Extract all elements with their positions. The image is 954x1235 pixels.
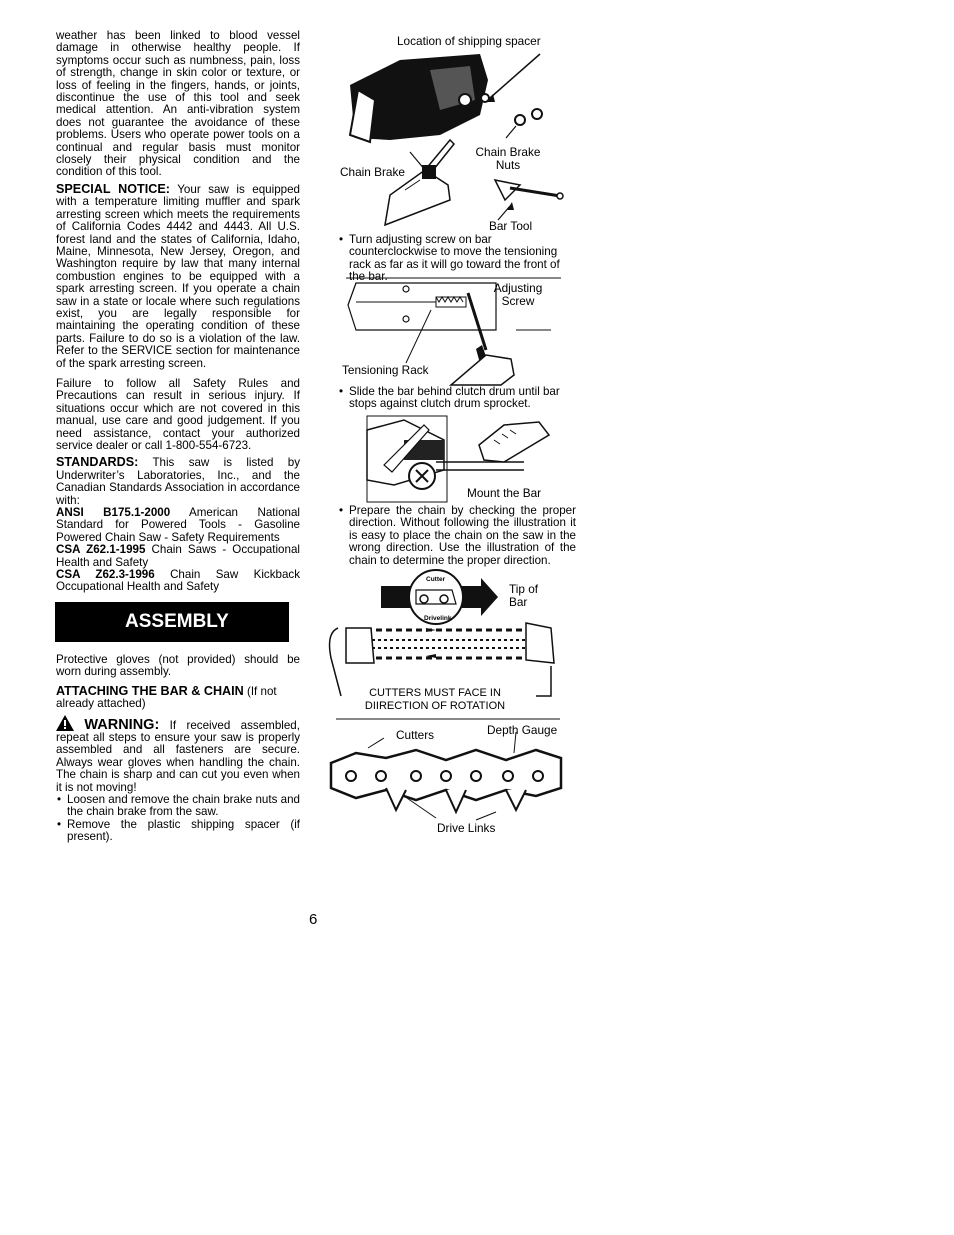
standard-desc: American National Standard for Powered Tools - Gasoline Powered Chain Saw - Safety Requirements <box>56 506 300 544</box>
list-item: • Slide the bar behind clutch drum until bar stops against clutch drum sprocket. <box>349 386 578 411</box>
label-tip-of-bar: Tip of Bar <box>509 582 539 609</box>
list-item: • Turn adjusting screw on bar counterclockwise to move the tensioning rack as far as it will go toward the front of the bar. <box>349 234 574 284</box>
standard-item <box>56 569 300 594</box>
list-item: • Remove the plastic shipping spacer (if present). <box>67 819 300 844</box>
intro-paragraph: weather has been linked to blood vessel damage in otherwise healthy people. If symptoms occur such as numbness, pain, loss of strength, change in skin color or texture, or loss of feeling in the fingers, hands, or joints, discontinue the use of this tool and seek medical attention. An anti-vibration system does not guarantee the avoidance of these problems. Users who operate power tools on a continual and regular basis must monitor closely their physical condition and the condition of this tool. <box>56 29 300 179</box>
assembly-banner: ASSEMBLY <box>55 602 289 642</box>
label-mount-bar: Mount the Bar <box>467 486 542 500</box>
gloves-paragraph: Protective gloves (not provided) should be worn during assembly. <box>56 652 300 679</box>
warning-icon <box>56 715 74 731</box>
special-notice <box>56 183 300 370</box>
standard-item <box>56 544 300 569</box>
step-prepare <box>338 505 576 567</box>
standards-text: This saw is listed by Underwriter’s Laboratories, Inc., and the Canadian Standards Association in accordance with: <box>56 456 300 507</box>
standards-paragraph <box>56 456 300 507</box>
warning-paragraph <box>56 715 300 794</box>
label-chain-brake: Chain Brake <box>340 165 405 179</box>
warning-heading: WARNING: <box>84 716 160 733</box>
left-column <box>56 30 300 844</box>
standard-code: CSA Z62.3-1996 <box>56 568 155 582</box>
list-item: • Prepare the chain by checking the proper direction. Without following the illustration it is easy to place the chain on the saw in the wrong direction. Use the illustration of the chain to determine the proper direction. <box>349 505 576 567</box>
label-cutters: Cutters <box>396 728 435 742</box>
page-number: 6 <box>309 911 318 928</box>
label-chain-brake-nuts: Chain Brake Nuts <box>475 145 541 172</box>
list-item: • Loosen and remove the chain brake nuts and the chain brake from the saw. <box>67 794 300 819</box>
chain-brake-figure <box>330 40 580 230</box>
standard-code: ANSI B175.1-2000 <box>56 506 171 520</box>
label-adjusting-screw: Adjusting Screw <box>493 281 543 308</box>
attaching-heading-row <box>56 685 300 711</box>
label-tensioning-rack: Tensioning Rack <box>342 363 429 377</box>
special-notice-text: Your saw is equipped with a temperature limiting muffler and spark arresting screen which meets the requirements of California Codes 4442 and 4443. All U.S. forest land and the states of California, Idaho, Maine, Minnesota, New Jersey, Oregon, and Washington require by law that many internal combustion engines to be equipped with a spark arresting screen. If you operate a chain saw in a state or locale where such regulations exist, you are legally responsible for maintaining the operating condition of these parts. Failure to do so is a violation of the law. Refer to the SERVICE section for maintenance of the spark arresting screen. <box>56 182 300 370</box>
standard-desc: Chain Saws - Occupational Health and Safety <box>56 543 300 569</box>
attaching-heading: ATTACHING THE BAR & CHAIN <box>56 683 244 698</box>
safety-rules-paragraph: Failure to follow all Safety Rules and Precautions can result in serious injury. If situations occur which are not covered in this manual, use care and good judgement. If you need assistance, contact your authorized service dealer or call 1-800-554-6723. <box>56 376 300 452</box>
label-drive-links: Drive Links <box>437 821 496 835</box>
warning-text: If received assembled, repeat all steps to ensure your saw is properly assembled and all fasteners are secure. Always wear gloves when handling the chain. The chain is sharp and can cut you even when it is not moving! <box>56 718 300 794</box>
label-cutter: Cutter <box>426 576 446 583</box>
attaching-note: (If not already attached) <box>56 684 277 711</box>
step-slide <box>338 386 578 411</box>
steps-list <box>56 794 300 844</box>
label-shipping-spacer: Location of shipping spacer <box>397 34 541 48</box>
label-bar-tool: Bar Tool <box>489 219 533 233</box>
special-notice-heading: SPECIAL NOTICE: <box>56 181 170 196</box>
label-depth-gauge: Depth Gauge <box>487 723 558 737</box>
standard-desc: Chain Saw Kickback Occupational Health and Safety <box>56 568 300 594</box>
label-drivelink: Drivelink <box>424 615 452 622</box>
right-column <box>326 0 586 900</box>
standards-heading: STANDARDS: <box>56 455 139 470</box>
standard-code: CSA Z62.1-1995 <box>56 543 146 557</box>
label-cutters-face: CUTTERS MUST FACE IN DIIRECTION OF ROTATION <box>364 687 506 712</box>
standard-item <box>56 507 300 544</box>
